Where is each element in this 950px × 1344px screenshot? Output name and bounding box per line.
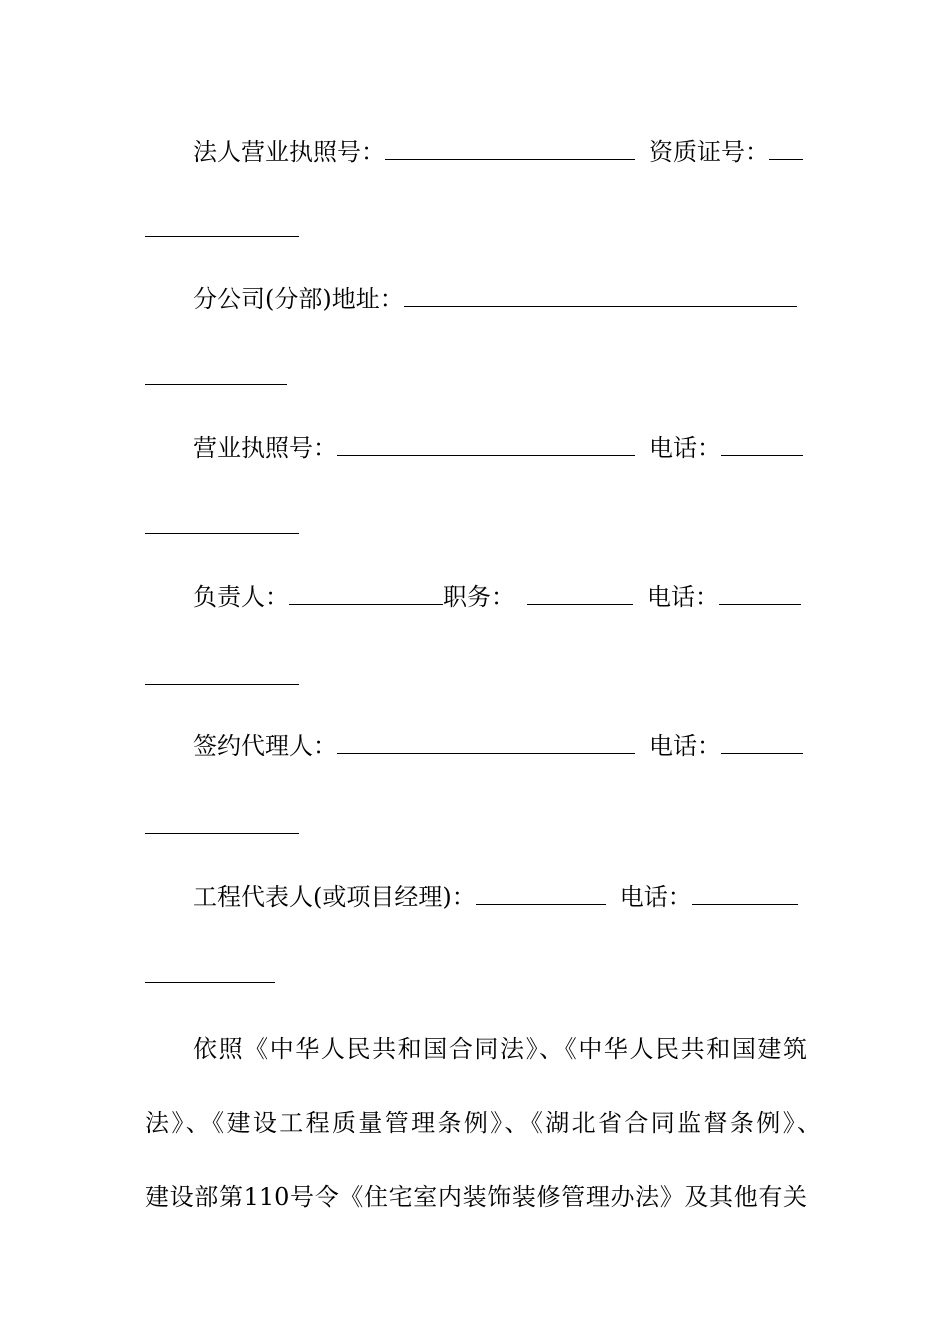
phone-blank[interactable]	[721, 433, 803, 456]
phone-blank-continued[interactable]	[145, 533, 299, 534]
position-label: 职务：	[443, 583, 515, 611]
phone-blank[interactable]	[719, 582, 801, 605]
paragraph-line: 建设部第110号令《住宅室内装饰装修管理办法》及其他有关	[145, 1183, 807, 1211]
project-rep-label: 工程代表人(或项目经理)：	[193, 883, 476, 911]
qualification-blank-continued[interactable]	[145, 236, 299, 237]
business-license-row	[193, 433, 807, 463]
branch-address-blank[interactable]	[404, 284, 797, 307]
qualification-label: 资质证号：	[649, 138, 769, 166]
paragraph-line: 依照《中华人民共和国合同法》、《中华人民共和国建筑	[193, 1035, 807, 1063]
person-in-charge-row	[193, 582, 807, 612]
project-rep-blank[interactable]	[476, 882, 606, 905]
phone-label: 电话：	[619, 883, 692, 911]
legal-license-blank[interactable]	[385, 137, 635, 160]
phone-blank-continued[interactable]	[145, 833, 299, 834]
signing-agent-blank[interactable]	[337, 731, 635, 754]
project-rep-row	[193, 882, 807, 912]
branch-address-blank-continued[interactable]	[145, 384, 287, 385]
position-blank[interactable]	[527, 582, 633, 605]
signing-agent-row	[193, 731, 807, 761]
branch-address-label: 分公司(分部)地址：	[193, 285, 404, 313]
person-in-charge-blank[interactable]	[289, 582, 443, 605]
signing-agent-label: 签约代理人：	[193, 732, 337, 760]
phone-label: 电话：	[649, 434, 721, 462]
paragraph-line: 法》、《建设工程质量管理条例》、《湖北省合同监督条例》、	[145, 1109, 821, 1137]
branch-address-row	[193, 284, 807, 314]
phone-blank-continued[interactable]	[145, 684, 299, 685]
phone-label: 电话：	[647, 583, 719, 611]
legal-license-label: 法人营业执照号：	[193, 138, 385, 166]
business-license-blank[interactable]	[337, 433, 635, 456]
business-license-label: 营业执照号：	[193, 434, 337, 462]
person-in-charge-label: 负责人：	[193, 583, 289, 611]
phone-blank[interactable]	[721, 731, 803, 754]
phone-label: 电话：	[649, 732, 721, 760]
phone-blank-continued[interactable]	[145, 982, 275, 983]
phone-blank[interactable]	[692, 882, 798, 905]
qualification-blank[interactable]	[769, 137, 803, 160]
legal-license-row	[193, 137, 807, 167]
